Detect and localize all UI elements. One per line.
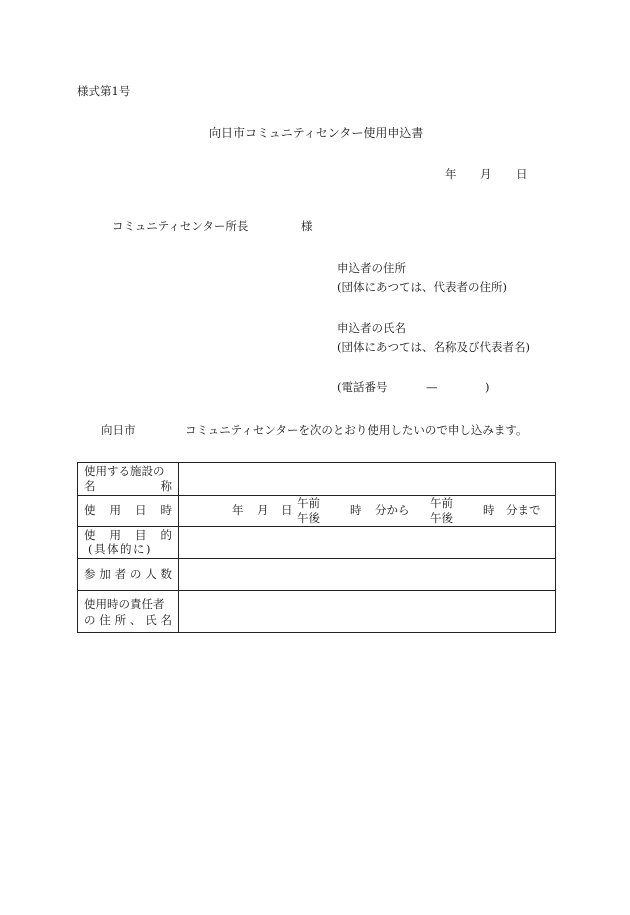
date-day-label: 日 bbox=[516, 167, 528, 181]
date-month-label: 月 bbox=[480, 167, 492, 181]
responsible-label-line1: 使用時の責任者 bbox=[84, 597, 165, 611]
responsible-label-char: 氏 bbox=[145, 613, 157, 627]
participants-label-char: の bbox=[129, 567, 142, 581]
applicant-name-label: 申込者の氏名 bbox=[337, 321, 406, 335]
table-row-divider bbox=[78, 526, 555, 527]
datetime-label bbox=[84, 505, 172, 517]
facility-label-char: 称 bbox=[160, 479, 172, 493]
datetime-hour: 時 bbox=[350, 503, 362, 517]
purpose-label-line2: (具体的に) bbox=[88, 542, 152, 556]
application-table bbox=[77, 462, 556, 633]
datetime-am-label-end: 午前 bbox=[430, 496, 453, 510]
datetime-minute-to: 分まで bbox=[506, 503, 541, 517]
request-city: 向日市 bbox=[101, 423, 136, 437]
datetime-minute-from: 分から bbox=[375, 503, 410, 517]
datetime-label-char: 使 bbox=[84, 503, 96, 517]
purpose-label-char: 的 bbox=[160, 528, 172, 542]
date-year-label: 年 bbox=[445, 167, 457, 181]
participants-label bbox=[84, 569, 172, 581]
applicant-address-label: 申込者の住所 bbox=[337, 261, 406, 275]
applicant-address-note: (団体にあつては、代表者の住所) bbox=[337, 280, 507, 294]
recipient-name: コミュニティセンター所長 bbox=[112, 219, 249, 233]
datetime-hour-end: 時 bbox=[483, 503, 495, 517]
request-text: コミュニティセンターを次のとおり使用したいので申し込みます。 bbox=[185, 423, 528, 437]
datetime-month: 月 bbox=[257, 503, 269, 517]
purpose-label-char: 使 bbox=[84, 528, 96, 542]
facility-label-char: 名 bbox=[84, 479, 96, 493]
table-column-divider bbox=[178, 463, 179, 632]
responsible-label-char: 所 bbox=[114, 613, 127, 627]
participants-label-char: 加 bbox=[99, 567, 111, 581]
datetime-label-char: 用 bbox=[109, 503, 121, 517]
applicant-name-note: (団体にあつては、名称及び代表者名) bbox=[337, 340, 530, 354]
responsible-label-char: 、 bbox=[129, 613, 142, 627]
datetime-label-char: 日 bbox=[135, 503, 147, 517]
recipient-honorific: 様 bbox=[301, 219, 313, 233]
table-row-divider bbox=[78, 590, 555, 591]
datetime-pm-label-end: 午後 bbox=[430, 511, 453, 525]
table-row-divider bbox=[78, 558, 555, 559]
document-title: 向日市コミュニティセンター使用申込書 bbox=[209, 126, 424, 140]
phone-close-paren: ) bbox=[485, 380, 490, 394]
datetime-label-char: 時 bbox=[160, 503, 172, 517]
datetime-year: 年 bbox=[232, 503, 244, 517]
facility-label-line1: 使用する施設の bbox=[84, 464, 165, 478]
responsible-label-char: 住 bbox=[99, 613, 111, 627]
purpose-label-char: 目 bbox=[135, 528, 147, 542]
participants-label-char: 人 bbox=[145, 567, 157, 581]
responsible-label-char: の bbox=[84, 613, 96, 627]
purpose-label-line1 bbox=[84, 530, 172, 542]
facility-value-cell[interactable] bbox=[182, 467, 554, 493]
responsible-label-char: 名 bbox=[160, 613, 172, 627]
datetime-pm-label: 午後 bbox=[297, 511, 320, 525]
phone-dash: — bbox=[426, 380, 438, 394]
purpose-value-cell[interactable] bbox=[182, 529, 554, 555]
participants-label-char: 数 bbox=[160, 567, 172, 581]
datetime-day: 日 bbox=[281, 503, 293, 517]
phone-label: (電話番号 bbox=[337, 380, 388, 394]
facility-label-line2 bbox=[84, 481, 172, 493]
participants-label-char: 者 bbox=[114, 567, 127, 581]
purpose-label-char: 用 bbox=[109, 528, 121, 542]
participants-value-cell[interactable] bbox=[182, 561, 554, 587]
responsible-label-line2 bbox=[84, 615, 172, 627]
participants-label-char: 参 bbox=[84, 567, 96, 581]
responsible-value-cell[interactable] bbox=[182, 593, 554, 629]
form-number: 様式第1号 bbox=[77, 84, 131, 98]
datetime-am-label: 午前 bbox=[297, 496, 320, 510]
